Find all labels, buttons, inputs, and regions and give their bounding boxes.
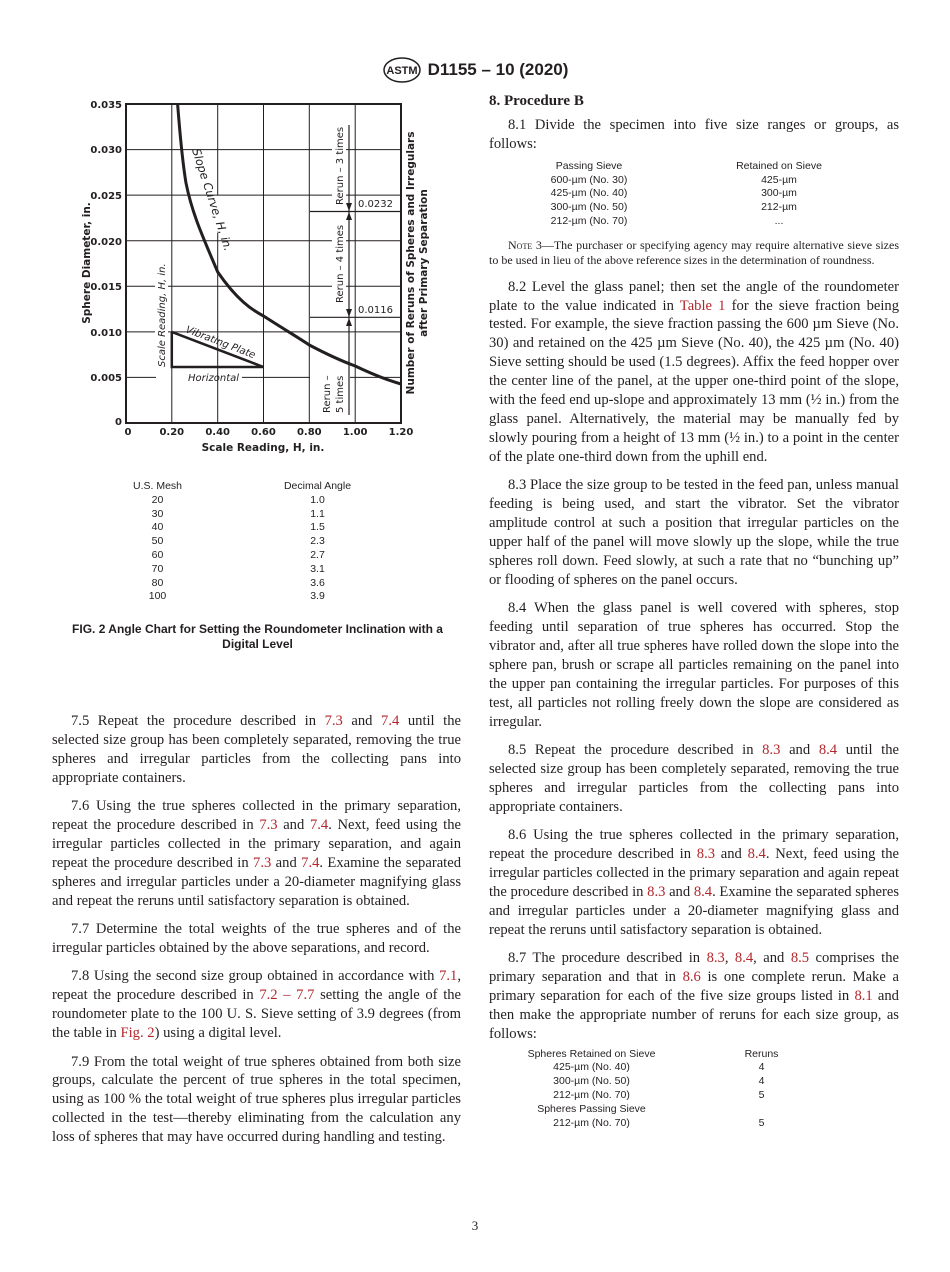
table-header: Passing Sieve [555,159,623,172]
y-tick: 0.035 [90,100,122,111]
link-table-1[interactable]: Table 1 [679,297,726,314]
link-8-6[interactable]: 8.6 [682,968,701,985]
mesh-angle-table-wrap [110,480,430,604]
rerun-4-label: Rerun – 4 times [335,224,346,303]
inset-scale-reading-label: Scale Reading, H, in. [157,263,168,367]
rerun-5-label-line2: 5 times [335,375,346,413]
angle-cell: 3.1 [310,562,325,575]
reruns-cell: 5 [758,1116,765,1129]
y-tick: 0.005 [90,373,122,384]
paragraph-8-6: 8.6 Using the true spheres collected in the primary separation, repeat the procedure described in 8.3 and 8.4. Next, feed using the irregular particles collected in the primary separation and again repeat the procedure described in 8.3 and 8.4. Examine the separated spheres and irregular particles under a 20-diameter magnifying glass and repeat the reruns until satisfactory separation is obtained. [489,827,900,938]
passing-cell: 212-µm (No. 70) [550,215,628,227]
page-header [0,56,950,89]
angle-cell: 3.9 [310,590,325,603]
caption-line-2: Digital Level [222,637,293,651]
right-axis-title-line2: after Primary Separation [418,189,430,337]
paragraph-8-7: 8.7 The procedure described in 8.3, 8.4, and 8.5 comprises the primary separation and that in 8.6 is one complete rerun. Make a primary separation for each of the five size groups listed in 8.1 and then make the appropriate number of reruns for each size group, as follows: [489,950,900,1042]
left-column [52,712,461,1157]
x-tick: 1.00 [342,427,368,438]
x-tick: 0.60 [251,427,276,438]
paragraph-7-9: 7.9 From the total weight of true spheres obtained from both size groups, calculate the percent of true spheres in the total specimen, using as 100 % the total weight of true spheres plus irregular particles collected in the test—thereby eliminating from the calculation any loss of spheres that may have occurred during handling and testing. [52,1053,461,1146]
sieve-table [519,160,899,229]
link-8-4[interactable]: 8.4 [693,883,713,900]
y-tick: 0.025 [90,191,122,202]
y-tick: 0.030 [90,145,122,156]
retained-cell: 212-µm [761,201,797,214]
table-header: U.S. Mesh [132,480,182,492]
reruns-cell: 4 [758,1061,765,1074]
astm-logo-icon [382,56,422,84]
retained-cell: ... [774,215,784,227]
reruns-cell: 5 [758,1088,765,1101]
table-row [110,535,430,549]
table-row [519,1075,859,1089]
threshold-low-label: 0.0116 [358,305,393,316]
angle-cell: 1.1 [310,507,325,520]
figure-2-chart [52,95,472,465]
paragraph-7-8: 7.8 Using the second size group obtained in accordance with 7.1, repeat the procedure described in 7.2 – 7.7 setting the angle of the roundometer plate to the 100 U. S. Sieve setting of 3.9 degrees (from the table in Fig. 2) using a digital level. [52,968,462,1042]
table-row [519,1117,859,1131]
sieve-subheader-cell: Spheres Passing Sieve [537,1102,646,1115]
table-row [110,577,430,591]
angle-cell: 1.0 [310,493,325,506]
arrow-down-icon [346,203,352,211]
passing-cell: 300-µm (No. 50) [550,201,628,214]
link-7-4[interactable]: 7.4 [381,713,400,729]
table-row [519,1103,859,1117]
table-row [110,590,430,604]
link-7-3[interactable]: 7.3 [259,817,278,834]
link-8-3[interactable]: 8.3 [762,741,781,758]
link-8-1[interactable]: 8.1 [854,987,873,1004]
table-row [110,521,430,535]
right-column [489,93,899,1130]
table-row [110,549,430,563]
paragraph-8-4: 8.4 When the glass panel is well covered with spheres, stop feeding until separation of true spheres has occurred. Stop the vibrator and, after all true spheres have rolled down the slope into the sphere pan, brush or scrape all particles remaining on the panel into the upper pan containing the irregular particles. For purposes of this test, all particles not rolling freely down the slope are considered as irregular. [489,600,899,730]
figure-caption [45,622,470,652]
paragraph-7-6: 7.6 Using the true spheres collected in the primary separation, repeat the procedure described in 7.3 and 7.4. Next, feed using the irregular particles collected in the primary separation, and again repeat the procedure described in 7.3 and 7.4. Examine the separated spheres and irregular particles under a 20-diameter magnifying glass and repeat the reruns until satisfactory separation is obtained. [52,798,462,909]
slope-curve-chart [52,95,472,465]
paragraph-8-3: 8.3 Place the size group to be tested in the feed pan, unless manual feeding is being used, and start the vibrator. Set the vibrator amplitude control at such a position that irregular particles on the upper half of the panel will move slowly up the slope, while the true spheres roll down. Feed slowly, at such a rate that no “bunching up” or flooding of spheres on the panel occurs. [489,477,899,588]
link-8-4[interactable]: 8.4 [747,845,766,862]
table-row [519,187,899,201]
paragraph-7-5: 7.5 Repeat the procedure described in 7.3 and 7.4 until the selected size group has been completely separated, removing the true spheres and irregular particles from the collecting pans into appropriate containers. [52,713,461,786]
reruns-cell: 4 [758,1075,765,1088]
angle-cell: 3.6 [310,576,325,589]
angle-cell: 1.5 [310,521,325,534]
sieve-cell: 300-µm (No. 50) [553,1075,630,1088]
y-tick: 0.010 [90,328,122,339]
rerun-3-label: Rerun – 3 times [335,126,346,205]
y-tick: 0.015 [90,282,122,293]
table-row [110,563,430,577]
y-tick: 0 [115,417,122,428]
paragraph-8-5: 8.5 Repeat the procedure described in 8.3 and 8.4 until the selected size group has been completely separated, removing the true spheres and irregular particles from the collecting pans into appropriate containers. [489,741,899,815]
x-tick: 0.80 [296,427,322,438]
slope-curve-label: Slope Curve, H, in. [189,146,236,253]
rerun-5-label-line1: Rerun – [322,375,333,413]
x-tick: 0.40 [205,427,231,438]
table-row [519,1061,859,1075]
paragraph-8-1: 8.1 Divide the specimen into five size ranges or groups, as follows: [489,117,899,152]
link-8-4[interactable]: 8.4 [734,950,754,967]
angle-cell: 2.3 [310,535,325,548]
link-7-3[interactable]: 7.3 [324,713,343,729]
link-7-3[interactable]: 7.3 [253,854,272,871]
table-header: Retained on Sieve [736,159,822,172]
mesh-cell: 100 [148,590,167,603]
mesh-cell: 40 [151,521,164,534]
note-3: Note 3—The purchaser or specifying agency may require alternative sieve sizes to be used in lieu of the above reference sizes in the determination of roundness. [489,237,899,268]
arrow-up-icon [346,212,352,220]
table-row [110,494,430,508]
passing-cell: 600-µm (No. 30) [550,173,628,186]
y-axis-ticks [90,100,122,428]
mesh-cell: 70 [151,562,164,575]
link-fig-2[interactable]: Fig. 2 [120,1025,155,1042]
link-8-4[interactable]: 8.4 [818,741,838,758]
y-axis-title: Sphere Diameter, in. [81,202,93,324]
sieve-cell: 212-µm (No. 70) [553,1116,630,1129]
y-tick: 0.020 [90,237,122,248]
angle-cell: 2.7 [310,548,325,561]
x-axis-ticks [125,427,414,438]
caption-line-1: FIG. 2 Angle Chart for Setting the Roundometer Inclination with a [72,622,443,636]
table-row [110,508,430,522]
x-tick: 0 [124,427,132,438]
link-8-5[interactable]: 8.5 [790,950,810,967]
link-7-2-7-7[interactable]: 7.2 – 7.7 [259,987,315,1004]
rerun-table [519,1048,859,1131]
passing-cell: 425-µm (No. 40) [550,187,628,200]
mesh-cell: 30 [151,507,164,520]
mesh-angle-table [110,480,430,604]
link-7-1[interactable]: 7.1 [439,968,458,985]
document-designation: D1155 – 10 (2020) [427,60,569,79]
mesh-cell: 50 [151,535,164,548]
svg-text:ASTM: ASTM [385,65,418,77]
arrow-down-icon [346,309,352,317]
x-tick: 1.20 [388,427,414,438]
sieve-cell: 425-µm (No. 40) [553,1061,630,1074]
threshold-high-label: 0.0232 [358,199,393,210]
mesh-cell: 80 [151,576,164,589]
link-8-3[interactable]: 8.3 [696,845,716,862]
x-tick: 0.20 [159,427,185,438]
sieve-cell: 212-µm (No. 70) [553,1088,630,1101]
table-header: Decimal Angle [283,480,352,492]
section-title-procedure-b: 8. Procedure B [489,93,584,109]
mesh-cell: 20 [151,493,164,506]
table-row [519,215,899,229]
table-row [519,1089,859,1103]
horizontal-label: Horizontal [188,373,240,384]
paragraph-8-2: 8.2 Level the glass panel; then set the angle of the roundometer plate to the value indicated in Table 1 for the sieve fraction being tested. For example, the sieve fraction passing the 600 µm Sieve (No. 30) and retained on the 425 µm Sieve (No. 40), the 425 µm (No. 40) Sieve setting should be used (1.5 degrees). Affix the feed hopper over the center line of the panel, at the upper one-third point of the slope, with the feed end up-slope and approximately 13 mm (½ in.) from the glass panel. Alternatively, the material may be manually fed by slowly pouring from a height of 13 mm (½ in.) to a point in the center of the plate one-third down from the uphill end. [489,278,900,465]
link-7-4[interactable]: 7.4 [309,817,329,834]
note-label: Note 3 [508,237,542,252]
page-number: 3 [471,1218,479,1233]
link-8-3[interactable]: 8.3 [647,883,666,900]
retained-cell: 425-µm [761,173,797,186]
table-row [519,201,899,215]
reruns-cell [664,1103,859,1117]
paragraph-7-7: 7.7 Determine the total weights of the true spheres and of the irregular particles obtained by the above separations, and record. [52,921,461,956]
retained-cell: 300-µm [761,187,797,200]
vibrating-plate-label: Vibrating Plate [183,324,257,362]
arrow-up-icon [346,318,352,326]
link-8-3[interactable]: 8.3 [706,950,725,967]
table-header: Reruns [744,1047,779,1060]
mesh-cell: 60 [151,548,164,561]
table-row [519,174,899,188]
table-header: Spheres Retained on Sieve [527,1047,656,1060]
link-7-4[interactable]: 7.4 [301,854,320,871]
x-axis-title: Scale Reading, H, in. [201,442,325,454]
right-axis-title-line1: Number of Reruns of Spheres and Irregulars [405,131,417,395]
